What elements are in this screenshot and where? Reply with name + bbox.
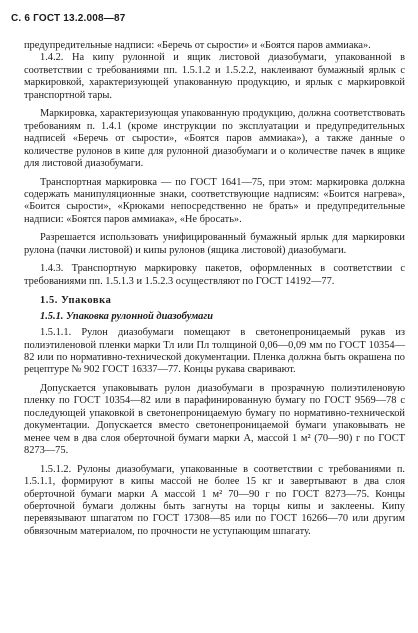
paragraph-transport-marking: Транспортная маркировка — по ГОСТ 1641—75, при этом: маркировка должна содержать манипуляционные знаки, соответствующие надписям: «Боится нагрева», «Боится сырости», «Крюками непосредственно не брать» и предупредительные надписи: «Боятся паров аммиака», «Не бросать».	[24, 176, 405, 225]
page-header: С. 6 ГОСТ 13.2.008—87	[11, 13, 126, 24]
paragraph-alternative-packing: Допускается упаковывать рулон диазобумаги в прозрачную полиэтиленовую пленку по ГОСТ 10354—82 или в парафинированную бумагу по ГОСТ 9569—78 с последующей упаковкой в светонепроницаемую бумагу по нормативно-технической документации. Допускается вместо светонепроницаемой бумаги упаковывать не менее чем в два слоя оберточной бумаги марки А, массой 1 м² (70—90) г по ГОСТ 8273—75.	[24, 382, 405, 457]
section-heading-packaging: 1.5. Упаковка	[40, 295, 112, 307]
subsection-heading-roll-packaging: 1.5.1. Упаковка рулонной диазобумаги	[40, 310, 213, 322]
document-body	[24, 40, 405, 538]
paragraph-1-4-3: 1.4.3. Транспортную маркировку пакетов, оформленных в соответствии с требованиями пп. 1.5.1.3 и 1.5.2.3 осуществляют по ГОСТ 14192—77.	[24, 263, 405, 287]
paragraph-product-marking: Маркировка, характеризующая упакованную продукцию, должна соответствовать требованиям п. 1.4.1 (кроме инструкции по эксплуатации и предупредительных надписей «Беречь от сырости», «Боятся паров аммиака»), а также данные о количестве рулонов в кипе для рулонной диазобумаги и о количестве пачек в ящике для листовой диазобумаги.	[24, 108, 405, 170]
paragraph-1-4-2: 1.4.2. На кипу рулонной и ящик листовой диазобумаги, упакованной в соответствии с требованиями пп. 1.5.1.2 и 1.5.2.2, наклеивают бумажный ярлык с маркировкой, характеризующей упакованную продукцию, и ярлык с маркировкой транспортной тары.	[24, 52, 405, 101]
paragraph-unified-label: Разрешается использовать унифицированный бумажный ярлык для маркировки рулона (пачки листовой) и кипы рулонов (ящика листовой) диазобумаги.	[24, 232, 405, 256]
paragraph-1-5-1-1: 1.5.1.1. Рулон диазобумаги помещают в светонепроницаемый рукав из полиэтиленовой пленки марки Тл или Пл толщиной 0,06—0,09 мм по ГОСТ 10354—82 или по нормативно-технической документации. Пленка должна быть окрашена по рецептуре № 902 ГОСТ 16337—77. Концы рукава сваривают.	[24, 327, 405, 376]
paragraph-1-5-1-2: 1.5.1.2. Рулоны диазобумаги, упакованные в соответствии с требованиями п. 1.5.1.1, формируют в кипы массой не более 15 кг и завертывают в два слоя оберточной бумаги марки А массой 1 м² 70—90 г по ГОСТ 8273—75. Концы оберточной бумаги должны быть загнуты на торцы кипы и заклеены. Кипу перевязывают шпагатом по ГОСТ 17308—85 или по ГОСТ 16266—70 или другим обвязочным материалом, по прочности не уступающим шпагату.	[24, 463, 405, 537]
paragraph-warning-continuation: предупредительные надписи: «Беречь от сырости» и «Боятся паров аммиака».	[24, 40, 371, 51]
